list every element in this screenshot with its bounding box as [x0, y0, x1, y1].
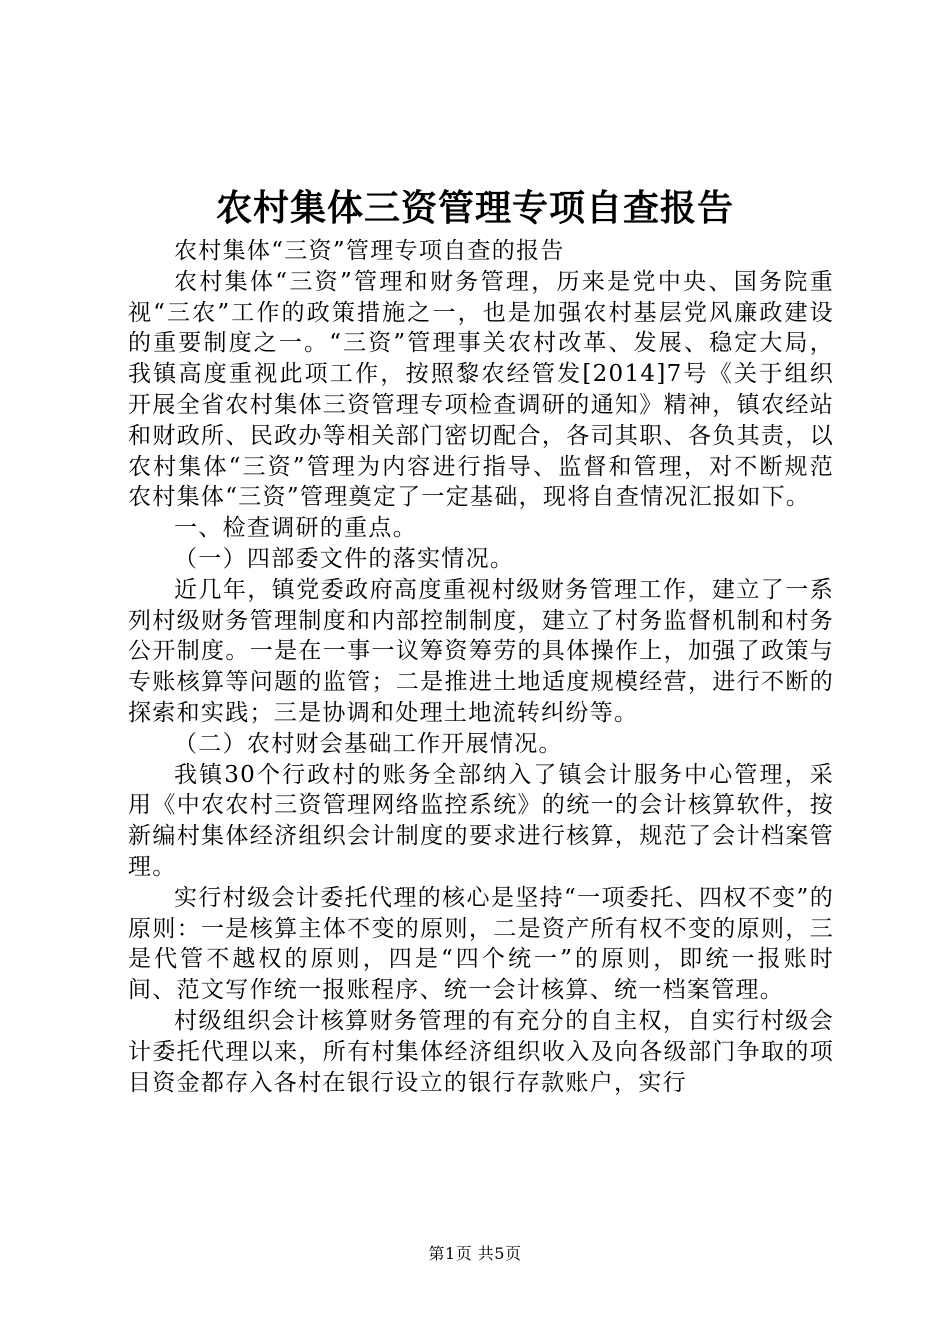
- paragraph: 实行村级会计委托代理的核心是坚持“一项委托、四权不变”的原则：一是核算主体不变的原则，二是资产所有权不变的原则，三是代管不越权的原则，四是“四个统一”的原则，即统一报账时间、范文写作统一报账程序、统一会计核算、统一档案管理。: [128, 884, 834, 1004]
- page-footer: 第1页 共5页: [428, 1244, 522, 1263]
- subsection-heading-2: （二）农村财会基础工作开展情况。: [174, 730, 563, 757]
- paragraph-intro: 农村集体“三资”管理和财务管理，历来是党中央、国务院重视“三农”工作的政策措施之一，也是加强农村基层党风廉政建设的重要制度之一。“三资”管理事关农村改革、发展、稳定大局，我镇高度重视此项工作，按照黎农经管发[2014]7号《关于组织开展全省农村集体三资管理专项检查调研的通知》精神，镇农经站和财政所、民政办等相关部门密切配合，各司其职、各负其责，以农村集体“三资”管理为内容进行指导、监督和管理，对不断规范农村集体“三资”管理奠定了一定基础，现将自查情况汇报如下。: [128, 268, 834, 511]
- document-title: 农村集体三资管理专项自查报告: [215, 187, 734, 229]
- paragraph-subtitle: 农村集体“三资”管理专项自查的报告: [174, 238, 565, 264]
- paragraph: 我镇30个行政村的账务全部纳入了镇会计服务中心管理，采用《中农农村三资管理网络监控系统》的统一的会计核算软件，按新编村集体经济组织会计制度的要求进行核算，规范了会计档案管理。: [128, 761, 834, 880]
- document-body: [128, 236, 834, 1098]
- paragraph: 村级组织会计核算财务管理的有充分的自主权，自实行村级会计委托代理以来，所有村集体经济组织收入及向各级部门争取的项目资金都存入各村在银行设立的银行存款账户，实行: [128, 1007, 834, 1096]
- subsection-heading-1: （一）四部委文件的落实情况。: [174, 545, 515, 572]
- section-heading-1: 一、检查调研的重点。: [174, 515, 417, 542]
- paragraph: 近几年，镇党委政府高度重视村级财务管理工作，建立了一系列村级财务管理制度和内部控制制度，建立了村务监督机制和村务公开制度。一是在一事一议筹资筹劳的具体操作上，加强了政策与专账核算等问题的监管；二是推进土地适度规模经营，进行不断的探索和实践；三是协调和处理土地流转纠纷等。: [128, 576, 834, 726]
